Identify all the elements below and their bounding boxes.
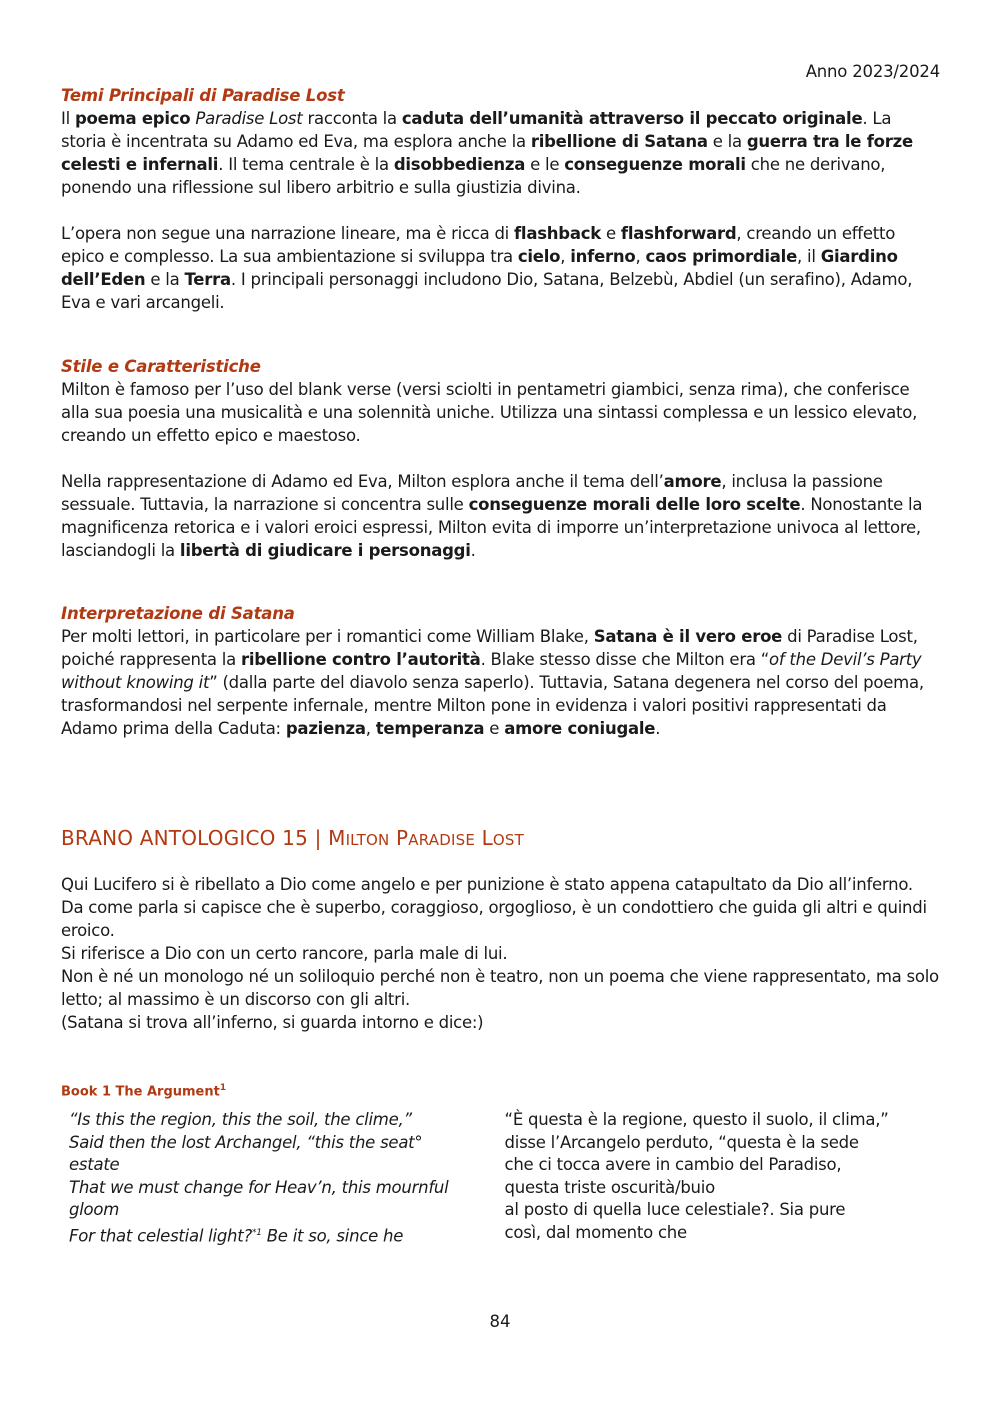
- translation-line: disse l’Arcangelo perduto, “questa è la sede: [504, 1132, 859, 1152]
- verse-original: [61, 1109, 498, 1248]
- book-title: Book 1 The Argument$^1$: [61, 1083, 227, 1100]
- academic-year: Anno 2023/2024: [805, 62, 940, 81]
- footnote-marker: 1: [219, 1083, 227, 1093]
- paragraph-stile-1: Milton è famoso per l’uso del blank verse (versi sciolti in pentametri giambici, senza rima), che conferisce alla sua poesia una musicalità e una solennità uniche. Utilizza una sintassi complessa e un lessico elevato, creando un effetto epico e maestoso.: [61, 380, 918, 445]
- paragraph-temi-2: L’opera non segue una narrazione lineare, ma è ricca di flashback e flashforward, creando un effetto epico e complesso. La sua ambientazione si sviluppa tra cielo, inferno, caos primordiale, il Giardino dell’Eden e la Terra. I principali personaggi includono Dio, Satana, Belzebù, Abdiel (un serafino), Adamo, Eva e vari arcangeli.: [61, 224, 913, 312]
- translation-line: questa triste oscurità/buio: [504, 1177, 715, 1197]
- verse-line: estate: [69, 1155, 120, 1175]
- verse-line: “Is this the region, this the soil, the clime,”: [69, 1110, 412, 1130]
- verse-line: Said then the lost Archangel, “this the seat°: [69, 1132, 423, 1152]
- translation-line: che ci tocca avere in cambio del Paradiso,: [504, 1155, 842, 1175]
- brano-intro: [61, 873, 941, 1034]
- section-title-temi: Temi Principali di Paradise Lost: [61, 86, 345, 105]
- section-title-satana: Interpretazione di Satana: [61, 604, 295, 623]
- translation-line: al posto di quella luce celestiale?. Sia pure: [504, 1200, 846, 1220]
- paragraph-stile-2: Nella rappresentazione di Adamo ed Eva, Milton esplora anche il tema dell’amore, inclusa la passione sessuale. Tuttavia, la narrazione si concentra sulle conseguenze morali delle loro scelte. Nonostante la magnificenza retorica e i valori eroici espressi, Milton evita di imporre un’interpretazione univoca al lettore, lasciandogli la libertà di giudicare i personaggi.: [61, 472, 923, 560]
- brano-line: Da come parla si capisce che è superbo, coraggioso, orgoglioso, è un condottiero che guida gli altri e quindi eroico.: [61, 898, 927, 940]
- translation-line: così, dal momento che: [504, 1222, 687, 1242]
- verse-line: For that celestial light?$^{*1}$ Be it so, since he: [69, 1226, 404, 1246]
- verse-line: gloom: [69, 1200, 120, 1220]
- brano-line: (Satana si trova all’inferno, si guarda intorno e dice:): [61, 1013, 484, 1032]
- page-number: 84: [489, 1312, 511, 1331]
- section-title-stile: Stile e Caratteristiche: [61, 357, 261, 376]
- verse-translation: [505, 1109, 941, 1248]
- verse-table: [61, 1109, 941, 1248]
- brano-heading: BRANO ANTOLOGICO 15 | MILTON PARADISE LOST: [61, 826, 525, 850]
- verse-line: That we must change for Heav’n, this mournful: [69, 1177, 449, 1197]
- brano-line: Qui Lucifero si è ribellato a Dio come angelo e per punizione è stato appena catapultato da Dio all’inferno.: [61, 875, 913, 894]
- translation-line: “È questa è la regione, questo il suolo, il clima,”: [504, 1110, 889, 1130]
- brano-line: Non è né un monologo né un soliloquio perché non è teatro, non un poema che viene rappresentato, ma solo letto; al massimo è un discorso con gli altri.: [61, 967, 939, 1009]
- page-content: [61, 84, 941, 1248]
- paragraph-temi-1: Il poema epico Paradise Lost racconta la caduta dell’umanità attraverso il peccato originale. La storia è incentrata su Adamo ed Eva, ma esplora anche la ribellione di Satana e la guerra tra le forze celesti e infernali. Il tema centrale è la disobbedienza e le conseguenze morali che ne derivano, ponendo una riflessione sul libero arbitrio e sulla giustizia divina.: [61, 109, 913, 197]
- brano-line: Si riferisce a Dio con un certo rancore, parla male di lui.: [61, 944, 508, 963]
- paragraph-satana: Per molti lettori, in particolare per i romantici come William Blake, Satana è il vero eroe di Paradise Lost, poiché rappresenta la ribellione contro l’autorità. Blake stesso disse che Milton era “of the Devil’s Party without knowing it” (dalla parte del diavolo senza saperlo). Tuttavia, Satana degenera nel corso del poema, trasformandosi nel serpente infernale, mentre Milton pone in evidenza i valori positivi rappresentati da Adamo prima della Caduta: pazienza, temperanza e amore coniugale.: [61, 627, 924, 738]
